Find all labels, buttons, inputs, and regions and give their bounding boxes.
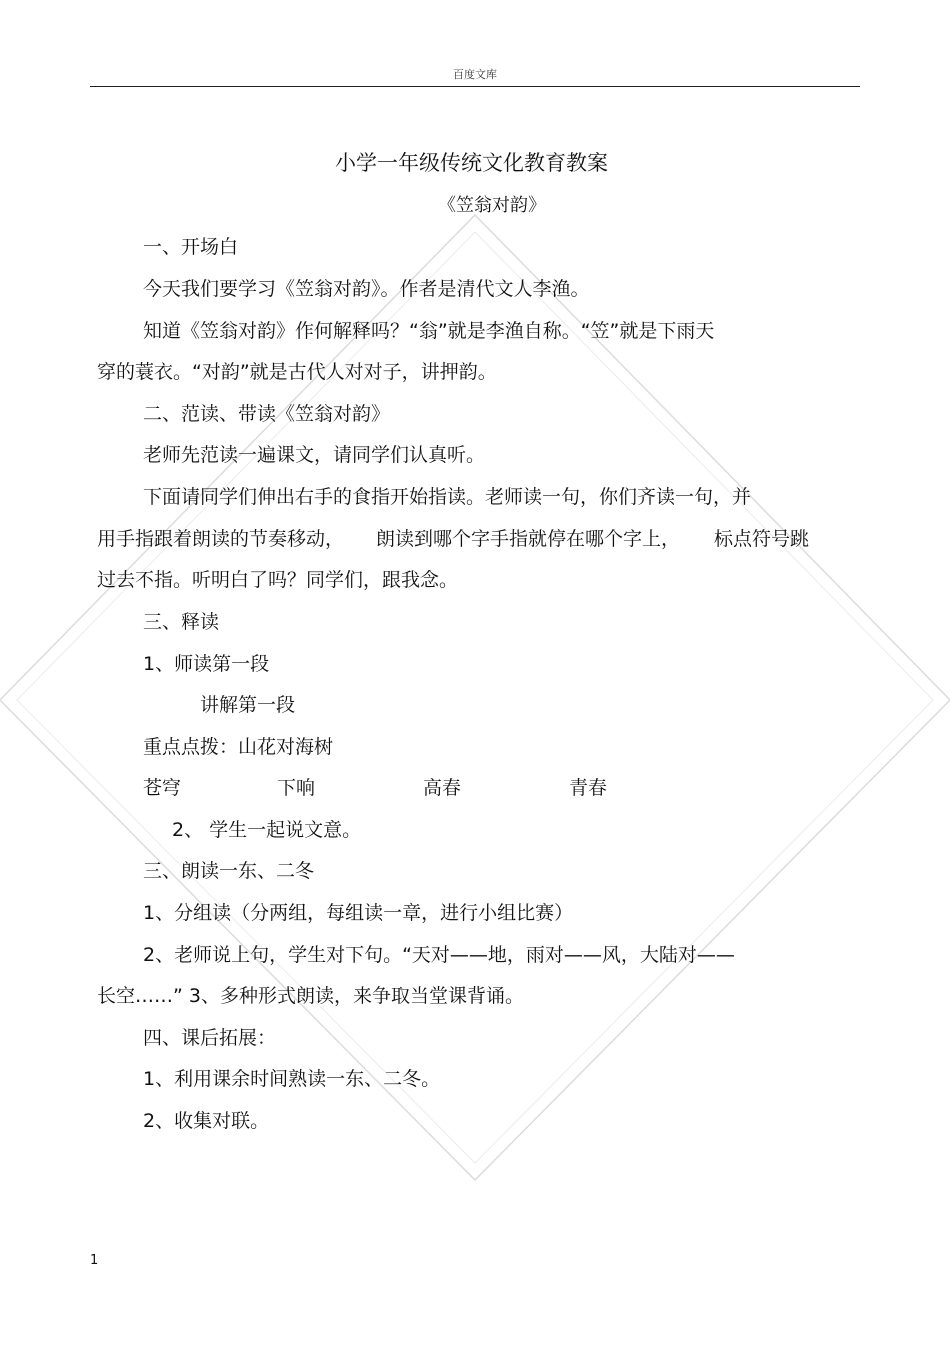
section-heading: 二、范读、带读《笠翁对韵》 (143, 403, 391, 425)
word-row-item: 高春 (423, 777, 462, 799)
list-subitem: 重点点拨：山花对海树 (143, 736, 334, 758)
section-heading: 一、开场白 (143, 236, 239, 258)
section-heading: 三、朗读一东、二冬 (143, 860, 315, 882)
paragraph-fragment: 标点符号跳 (714, 528, 810, 550)
paragraph-line (97, 526, 809, 552)
list-item: 2、 学生一起说文意。 (172, 819, 362, 841)
list-item: 长空……” 3、多种形式朗读，来争取当堂课背诵。 (97, 985, 524, 1007)
list-item: 2、老师说上句，学生对下句。“天对——地，雨对——风，大陆对—— (143, 944, 735, 966)
paragraph-line: 知道《笠翁对韵》作何解释吗？“翁”就是李渔自称。“笠”就是下雨天 (143, 320, 715, 342)
paragraph-fragment: 用手指跟着朗读的节奏移动， (97, 528, 345, 550)
word-row-item: 下响 (277, 777, 316, 799)
paragraph-line: 下面请同学们伸出右手的食指开始指读。老师读一句，你们齐读一句，并 (143, 486, 752, 508)
section-heading: 四、课后拓展： (143, 1027, 277, 1049)
word-row-item: 苍穹 (143, 777, 182, 799)
paragraph-line: 过去不指。听明白了吗？同学们，跟我念。 (97, 569, 459, 591)
document-subtitle: 《笠翁对韵》 (438, 195, 546, 216)
document-title: 小学一年级传统文化教育教案 (335, 151, 608, 175)
paragraph-line: 穿的蓑衣。“对韵”就是古代人对对子，讲押韵。 (97, 361, 497, 383)
word-row-item: 青春 (569, 777, 608, 799)
header-source: 百度文库 (453, 68, 497, 81)
list-item: 2、收集对联。 (143, 1110, 270, 1132)
list-item: 1、分组读（分两组，每组读一章，进行小组比赛） (143, 902, 574, 924)
paragraph-fragment: 朗读到哪个字手指就停在哪个字上， (376, 528, 681, 550)
section-heading: 三、释读 (143, 611, 220, 633)
paragraph-line: 老师先范读一遍课文，请同学们认真听。 (143, 444, 486, 466)
paragraph-line: 今天我们要学习《笠翁对韵》。作者是清代文人李渔。 (143, 278, 590, 300)
page-number: 1 (90, 1253, 99, 1268)
list-item: 1、师读第一段 (143, 653, 270, 675)
list-item: 1、利用课余时间熟读一东、二冬。 (143, 1068, 441, 1090)
list-subitem: 讲解第一段 (200, 694, 296, 716)
header-rule (90, 86, 860, 87)
